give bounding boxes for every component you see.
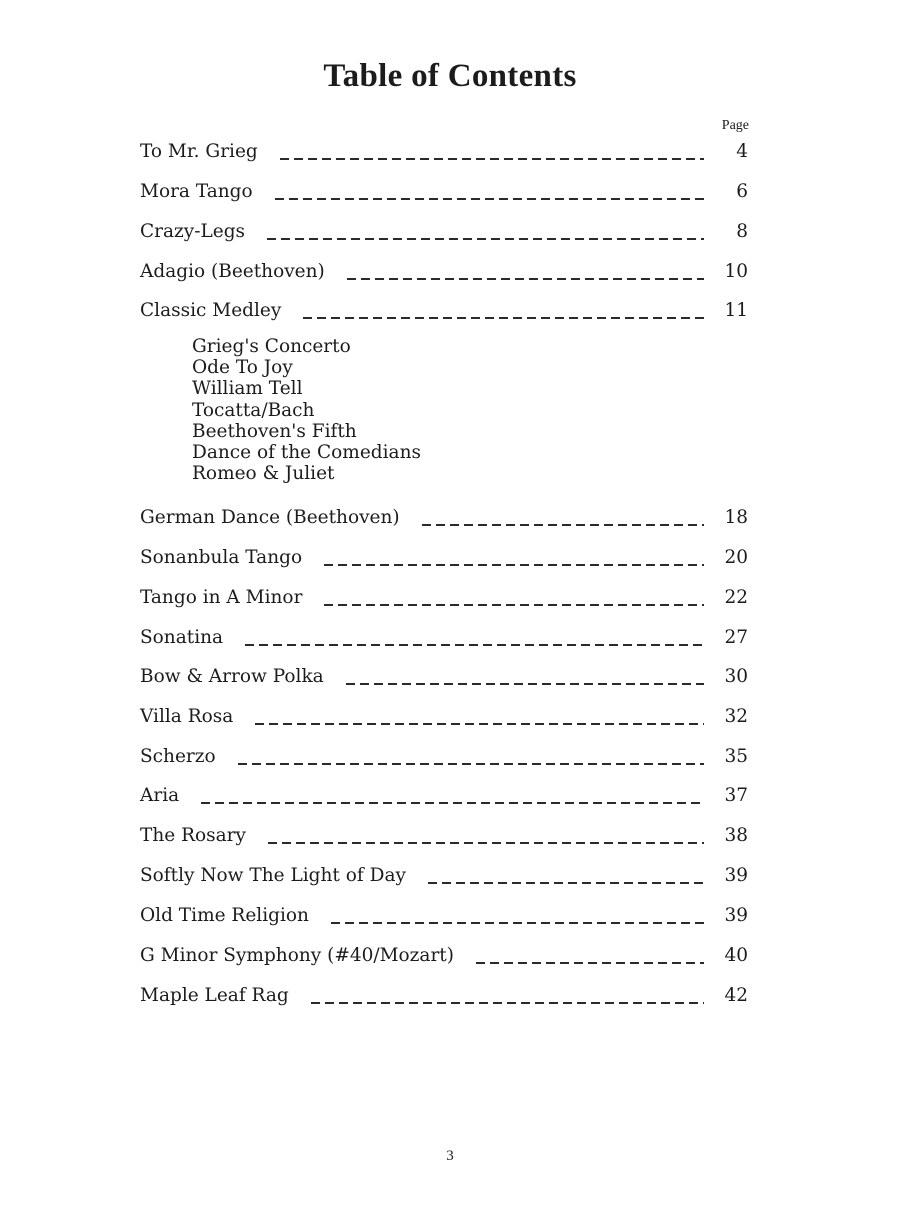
toc-entry-page: 8 (736, 221, 748, 242)
medley-item[interactable]: Tocatta/Bach (192, 399, 315, 421)
dot-leader (428, 870, 704, 884)
dot-leader (280, 146, 704, 160)
medley-item[interactable]: Dance of the Comedians (192, 442, 421, 464)
toc-entry-page: 18 (724, 507, 748, 528)
toc-entry[interactable] (140, 295, 748, 321)
toc-entry-title: Classic Medley (140, 300, 282, 321)
toc-entry-page: 38 (724, 825, 748, 846)
toc-entry-title: Sonanbula Tango (140, 547, 303, 568)
toc-entry[interactable] (140, 136, 748, 162)
toc-entry[interactable] (140, 661, 748, 687)
toc-entry-page: 20 (724, 547, 748, 568)
toc-entry-title: Scherzo (140, 746, 216, 767)
toc-entry-page: 39 (724, 865, 748, 886)
toc-entry-title: G Minor Symphony (#40/Mozart) (140, 945, 454, 966)
dot-leader (422, 512, 704, 526)
toc-entry-title: Bow & Arrow Polka (140, 666, 324, 687)
toc-entry-title: Aria (140, 785, 180, 806)
page-title: Table of Contents (323, 58, 577, 94)
medley-item[interactable]: Beethoven's Fifth (192, 420, 357, 442)
toc-entry-page: 39 (724, 905, 748, 926)
toc-entry-title: To Mr. Grieg (140, 141, 258, 162)
toc-entry[interactable] (140, 622, 748, 648)
page-column-header: Page (721, 118, 749, 133)
toc-entry-title: Crazy-Legs (140, 221, 246, 242)
dot-leader (303, 305, 704, 319)
toc-entry-page: 37 (724, 785, 748, 806)
dot-leader (311, 990, 704, 1004)
dot-leader (331, 910, 704, 924)
dot-leader (238, 751, 704, 765)
dot-leader (275, 186, 704, 200)
dot-leader (245, 632, 704, 646)
toc-entry-page: 30 (724, 666, 748, 687)
toc-entry-title: Old Time Religion (140, 905, 309, 926)
toc-entry-page: 11 (724, 300, 748, 321)
toc-entry-title: Tango in A Minor (140, 587, 303, 608)
dot-leader (324, 592, 704, 606)
toc-entry[interactable] (140, 582, 748, 608)
dot-leader (347, 266, 704, 280)
toc-entry-page: 27 (724, 627, 748, 648)
toc-entry[interactable] (140, 176, 748, 202)
toc-entry-title: Sonatina (140, 627, 224, 648)
toc-entry[interactable] (140, 741, 748, 767)
toc-entry-title: Softly Now The Light of Day (140, 865, 406, 886)
toc-entry[interactable] (140, 780, 748, 806)
dot-leader (267, 226, 704, 240)
toc-entry[interactable] (140, 980, 748, 1006)
page-number: 3 (446, 1148, 454, 1164)
medley-item[interactable]: Ode To Joy (192, 357, 293, 379)
medley-item[interactable]: Grieg's Concerto (192, 336, 351, 357)
dot-leader (201, 790, 704, 804)
dot-leader (346, 671, 704, 685)
toc-entry[interactable] (140, 256, 748, 282)
toc-entry-title: Maple Leaf Rag (140, 985, 289, 1006)
toc-entry-page: 35 (724, 746, 748, 767)
toc-entry-title: German Dance (Beethoven) (140, 507, 400, 528)
toc-entry-page: 10 (724, 261, 748, 282)
medley-item[interactable]: William Tell (192, 378, 303, 400)
toc-entry[interactable] (140, 940, 748, 966)
toc-entry-page: 32 (724, 706, 748, 727)
medley-item[interactable]: Romeo & Juliet (192, 463, 335, 485)
toc-entry-title: Villa Rosa (140, 706, 234, 727)
toc-entry[interactable] (140, 502, 748, 528)
toc-entry[interactable] (140, 900, 748, 926)
toc-entry[interactable] (140, 216, 748, 242)
toc-entry-page: 6 (736, 181, 748, 202)
toc-entry[interactable] (140, 542, 748, 568)
toc-entry-page: 4 (736, 141, 748, 162)
toc-entry[interactable] (140, 701, 748, 727)
toc-entry[interactable] (140, 860, 748, 886)
toc-entry-title: Adagio (Beethoven) (140, 261, 325, 282)
dot-leader (324, 552, 704, 566)
toc-entry-title: The Rosary (140, 825, 246, 846)
medley-sublist (192, 336, 421, 484)
toc-entry[interactable] (140, 820, 748, 846)
toc-entry-page: 42 (724, 985, 748, 1006)
toc-entry-title: Mora Tango (140, 181, 253, 202)
toc-entry-page: 40 (724, 945, 748, 966)
dot-leader (476, 950, 704, 964)
dot-leader (268, 830, 704, 844)
toc-entry-page: 22 (724, 587, 748, 608)
dot-leader (255, 711, 704, 725)
